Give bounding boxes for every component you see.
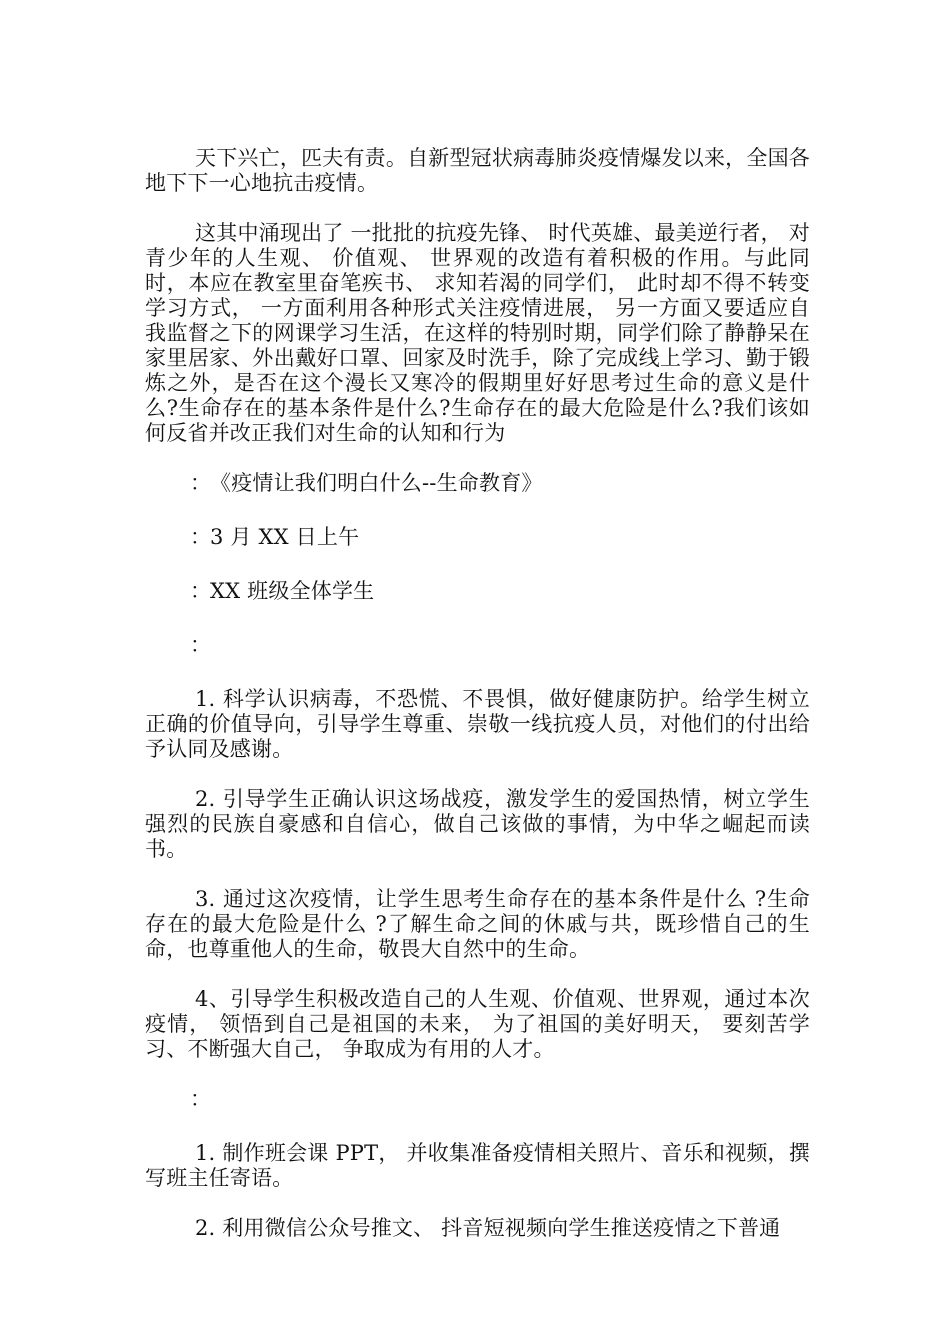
topic-line [145,471,810,496]
intro-paragraph: 天下兴亡，匹夫有责。自新型冠状病毒肺炎疫情爆发以来，全国各地下下一心地抗击疫情。 [145,146,810,195]
prep-item-1: 1. 制作班会课 PPT， 并收集准备疫情相关照片、音乐和视频，撰写班主任寄语。 [145,1141,810,1190]
goal-item-1: 1. 科学认识病毒，不恐慌、不畏惧，做好健康防护。给学生树立正确的价值导向，引导学生尊重、崇敬一线抗疫人员，对他们的付出给予认同及感谢。 [145,687,810,761]
prep-item-2: 2. 利用微信公众号推文、 抖音短视频向学生推送疫情之下普通 [195,1216,781,1240]
goal-item-3: 3. 通过这次疫情，让学生思考生命存在的基本条件是什么 ?生命存在的最大危险是什么 ?了解生命之间的休戚与共，既珍惜自己的生命，也尊重他人的生命，敬畏大自然中的生命。 [145,887,810,961]
goal-item-2: 2. 引导学生正确认识这场战疫，激发学生的爱国热情，树立学生强烈的民族自豪感和自信心，做自己该做的事情，为中华之崛起而读书。 [145,787,810,861]
goals-colon: ： [190,633,212,657]
document-body [145,146,810,1266]
prep-heading-line [145,1087,810,1112]
prep-colon: ： [190,1087,212,1111]
audience-colon: ： [190,579,212,603]
audience-value: XX 班级全体学生 [210,579,375,603]
time-line [145,525,810,550]
topic-colon: ： [190,471,212,495]
background-paragraph: 这其中涌现出了 一批批的抗疫先锋、 时代英雄、最美逆行者， 对青少年的人生观、 价值观、 世界观的改造有着积极的作用。与此同时，本应在教室里奋笔疾书、 求知若渴的同学们， 此时却不得不转变学习方式， 一方面利用各种形式关注疫情进展， 另一方面又要适应自我监督之下的网课学习生活，在这样的特别时期，同学们除了静静呆在家里居家、外出戴好口罩、回家及时洗手，除了完成线上学习、勤于锻炼之外，是否在这个漫长又寒冷的假期里好好思考过生命的意义是什么?生命存在的基本条件是什么?生命存在的最大危险是什么?我们该如何反省并改正我们对生命的认知和行为 [145,221,810,445]
time-value: 3 月 XX 日上午 [210,525,360,549]
goal-item-4: 4、引导学生积极改造自己的人生观、价值观、世界观，通过本次疫情， 领悟到自己是祖国的未来， 为了祖国的美好明天， 要刻苦学习、不断强大自己， 争取成为有用的人才。 [145,987,810,1061]
topic-value: 《疫情让我们明白什么--生命教育》 [210,471,543,495]
audience-line [145,579,810,604]
time-colon: ： [190,525,212,549]
goals-heading-line [145,633,810,658]
